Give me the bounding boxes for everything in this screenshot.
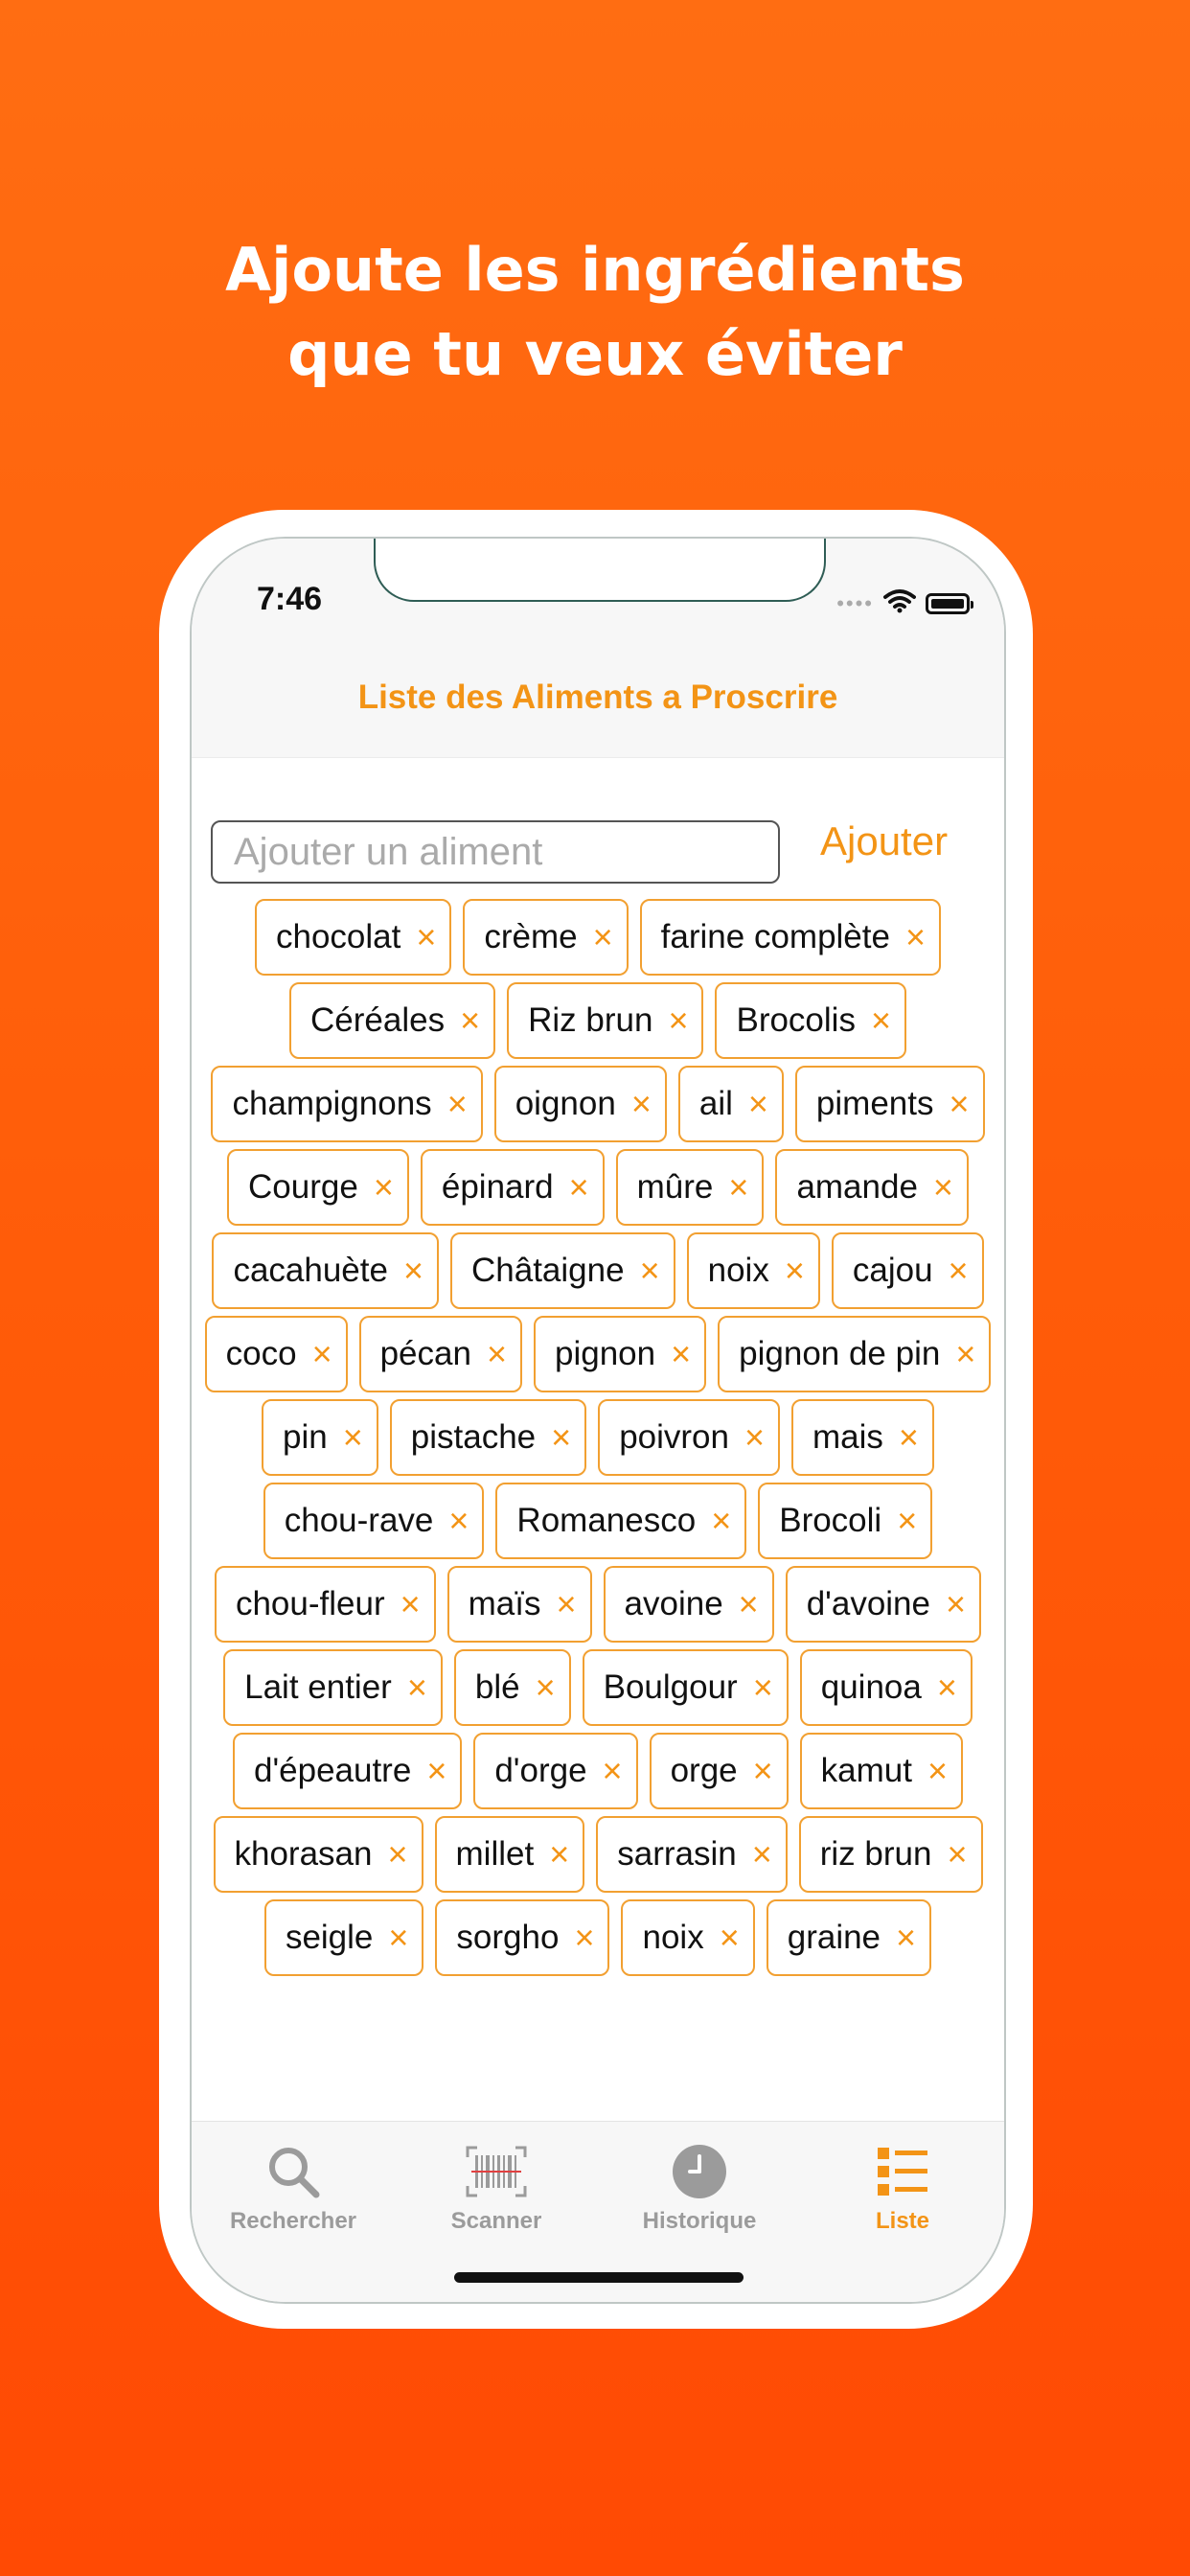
food-tag	[450, 1232, 675, 1309]
remove-tag-icon[interactable]: ×	[668, 1000, 689, 1040]
signal-icon: ••••	[836, 590, 874, 615]
barcode-icon	[395, 2141, 598, 2202]
remove-tag-icon[interactable]: ×	[671, 1334, 692, 1373]
food-tag-label: Lait entier	[244, 1668, 392, 1706]
food-tag	[583, 1649, 789, 1726]
food-tag	[596, 1816, 788, 1893]
food-tag-label: farine complète	[660, 918, 890, 955]
food-tag-label: blé	[474, 1668, 520, 1706]
food-tag	[435, 1899, 609, 1976]
food-tag	[211, 1066, 482, 1142]
remove-tag-icon[interactable]: ×	[342, 1417, 363, 1457]
food-tag-label: cajou	[852, 1252, 933, 1289]
remove-tag-icon[interactable]: ×	[949, 1084, 970, 1123]
food-tag	[390, 1399, 586, 1476]
food-tag	[775, 1149, 969, 1226]
food-tag-label: orge	[670, 1752, 738, 1789]
food-tag	[463, 899, 628, 976]
excluded-foods-list	[201, 899, 995, 2126]
food-tag-label: maïs	[468, 1585, 541, 1622]
food-tag	[800, 1733, 963, 1809]
food-tag	[255, 899, 451, 976]
food-tag	[616, 1149, 765, 1226]
food-tag-label: Romanesco	[516, 1502, 697, 1539]
wifi-icon	[883, 588, 916, 618]
remove-tag-icon[interactable]: ×	[448, 1501, 469, 1540]
nav-bar	[192, 625, 1004, 758]
home-indicator[interactable]	[454, 2272, 744, 2283]
tab-scanner[interactable]	[395, 2141, 598, 2235]
food-tag	[767, 1899, 931, 1976]
remove-tag-icon[interactable]: ×	[311, 1334, 332, 1373]
food-tag	[289, 982, 495, 1059]
status-icons	[836, 588, 970, 618]
tab-bar	[192, 2121, 1004, 2302]
food-tag-label: piments	[815, 1085, 934, 1122]
remove-tag-icon[interactable]: ×	[446, 1084, 468, 1123]
remove-tag-icon[interactable]: ×	[896, 1918, 917, 1957]
food-tag-label: seigle	[285, 1919, 374, 1956]
remove-tag-icon[interactable]: ×	[568, 1167, 589, 1207]
battery-icon	[926, 593, 970, 614]
food-tag-label: quinoa	[820, 1668, 922, 1706]
food-tag	[832, 1232, 984, 1309]
tab-label: Historique	[642, 2208, 757, 2234]
food-tag-label: amande	[796, 1168, 918, 1206]
tab-liste[interactable]	[801, 2141, 1004, 2235]
food-tag	[233, 1733, 462, 1809]
tab-label: Rechercher	[229, 2208, 357, 2234]
remove-tag-icon[interactable]: ×	[535, 1668, 556, 1707]
food-tag-label: pécan	[379, 1335, 471, 1372]
remove-tag-icon[interactable]: ×	[752, 1668, 773, 1707]
food-tag	[799, 1816, 983, 1893]
remove-tag-icon[interactable]: ×	[728, 1167, 749, 1207]
remove-tag-icon[interactable]: ×	[927, 1751, 949, 1790]
food-tag	[212, 1232, 439, 1309]
clock-icon	[598, 2141, 801, 2202]
food-tag-label: Boulgour	[603, 1668, 738, 1706]
food-tag	[640, 899, 941, 976]
remove-tag-icon[interactable]: ×	[556, 1584, 577, 1623]
food-tag-label: mais	[812, 1418, 883, 1456]
food-tag	[359, 1316, 522, 1392]
remove-tag-icon[interactable]: ×	[948, 1251, 969, 1290]
food-tag-label: mûre	[636, 1168, 714, 1206]
remove-tag-icon[interactable]: ×	[947, 1834, 968, 1874]
food-tag	[495, 1483, 746, 1559]
remove-tag-icon[interactable]: ×	[955, 1334, 976, 1373]
food-tag-label: champignons	[232, 1085, 432, 1122]
food-tag	[715, 982, 906, 1059]
tab-label: Liste	[875, 2208, 929, 2234]
food-tag-label: oignon	[515, 1085, 616, 1122]
remove-tag-icon[interactable]: ×	[388, 1918, 409, 1957]
remove-tag-icon[interactable]: ×	[898, 1417, 919, 1457]
remove-tag-icon[interactable]: ×	[406, 1668, 427, 1707]
food-tag	[214, 1816, 423, 1893]
food-tag	[227, 1149, 409, 1226]
remove-tag-icon[interactable]: ×	[486, 1334, 507, 1373]
food-tag	[687, 1232, 820, 1309]
food-tag	[786, 1566, 981, 1643]
food-tag	[262, 1399, 378, 1476]
food-tag	[264, 1899, 423, 1976]
food-tag-label: sarrasin	[617, 1835, 737, 1873]
tab-historique[interactable]	[598, 2141, 801, 2235]
remove-tag-icon[interactable]: ×	[574, 1918, 595, 1957]
remove-tag-icon[interactable]: ×	[747, 1084, 768, 1123]
food-tag	[454, 1649, 571, 1726]
remove-tag-icon[interactable]: ×	[752, 1751, 773, 1790]
remove-tag-icon[interactable]: ×	[932, 1167, 953, 1207]
remove-tag-icon[interactable]: ×	[870, 1000, 891, 1040]
food-tag-label: riz brun	[819, 1835, 932, 1873]
food-tag-label: Courge	[248, 1168, 358, 1206]
add-button[interactable]: Ajouter	[820, 818, 949, 863]
food-tag	[621, 1899, 754, 1976]
headline-line-2: que tu veux éviter	[287, 319, 903, 389]
food-tag-label: cacahuète	[233, 1252, 388, 1289]
add-food-input[interactable]	[211, 820, 780, 884]
remove-tag-icon[interactable]: ×	[400, 1584, 421, 1623]
remove-tag-icon[interactable]: ×	[751, 1834, 772, 1874]
food-tag	[718, 1316, 991, 1392]
food-tag-label: millet	[455, 1835, 535, 1873]
food-tag-label: Brocolis	[736, 1001, 856, 1039]
food-tag-label: crème	[484, 918, 578, 955]
food-tag	[435, 1816, 585, 1893]
food-tag	[604, 1566, 774, 1643]
food-tag	[795, 1066, 985, 1142]
remove-tag-icon[interactable]: ×	[897, 1501, 918, 1540]
remove-tag-icon[interactable]: ×	[744, 1417, 766, 1457]
remove-tag-icon[interactable]: ×	[784, 1251, 805, 1290]
remove-tag-icon[interactable]: ×	[373, 1167, 394, 1207]
food-tag	[507, 982, 703, 1059]
remove-tag-icon[interactable]: ×	[387, 1834, 408, 1874]
remove-tag-icon[interactable]: ×	[602, 1751, 623, 1790]
remove-tag-icon[interactable]: ×	[639, 1251, 660, 1290]
remove-tag-icon[interactable]: ×	[738, 1584, 759, 1623]
food-tag-label: pin	[283, 1418, 328, 1456]
food-tag-label: Céréales	[310, 1001, 446, 1039]
food-tag	[791, 1399, 934, 1476]
food-tag-label: d'épeautre	[253, 1752, 412, 1789]
food-tag	[447, 1566, 592, 1643]
food-tag-label: d'orge	[494, 1752, 587, 1789]
remove-tag-icon[interactable]: ×	[416, 917, 437, 956]
food-tag-label: kamut	[820, 1752, 912, 1789]
food-tag-label: poivron	[619, 1418, 729, 1456]
food-tag	[421, 1149, 605, 1226]
food-tag-label: Châtaigne	[471, 1252, 625, 1289]
phone-screen	[190, 537, 1006, 2304]
food-tag-label: pistache	[410, 1418, 537, 1456]
remove-tag-icon[interactable]: ×	[936, 1668, 957, 1707]
phone-frame	[159, 510, 1033, 2329]
food-tag-label: Brocoli	[779, 1502, 882, 1539]
food-tag-label: pignon de pin	[739, 1335, 941, 1372]
food-tag-label: avoine	[624, 1585, 723, 1622]
food-tag-label: Riz brun	[528, 1001, 653, 1039]
food-tag-label: chou-rave	[284, 1502, 434, 1539]
food-tag	[758, 1483, 932, 1559]
list-icon	[801, 2141, 1004, 2202]
remove-tag-icon[interactable]: ×	[551, 1417, 572, 1457]
remove-tag-icon[interactable]: ×	[630, 1084, 652, 1123]
food-tag-label: sorgho	[456, 1919, 560, 1956]
food-tag-label: khorasan	[234, 1835, 373, 1873]
remove-tag-icon[interactable]: ×	[711, 1501, 732, 1540]
food-tag	[650, 1733, 789, 1809]
food-tag-label: noix	[642, 1919, 704, 1956]
food-tag-label: chocolat	[275, 918, 401, 955]
food-tag-label: pignon	[555, 1335, 656, 1372]
search-icon	[192, 2141, 395, 2202]
food-tag	[678, 1066, 784, 1142]
page-title: Liste des Aliments a Proscrire	[357, 678, 838, 716]
remove-tag-icon[interactable]: ×	[402, 1251, 423, 1290]
status-time: 7:46	[257, 581, 323, 617]
food-tag	[494, 1066, 667, 1142]
headline	[0, 228, 1190, 397]
food-tag-label: d'avoine	[806, 1585, 930, 1622]
food-tag	[215, 1566, 436, 1643]
remove-tag-icon[interactable]: ×	[549, 1834, 570, 1874]
food-tag	[598, 1399, 780, 1476]
tab-label: Scanner	[450, 2208, 542, 2234]
remove-tag-icon[interactable]: ×	[719, 1918, 740, 1957]
food-tag	[263, 1483, 485, 1559]
food-tag-label: chou-fleur	[235, 1585, 385, 1622]
remove-tag-icon[interactable]: ×	[946, 1584, 967, 1623]
food-tag-label: ail	[698, 1085, 733, 1122]
headline-line-1: Ajoute les ingrédients	[225, 235, 965, 305]
food-tag	[800, 1649, 973, 1726]
food-tag	[223, 1649, 443, 1726]
food-tag	[473, 1733, 637, 1809]
tab-rechercher[interactable]	[192, 2141, 395, 2235]
food-tag-label: graine	[787, 1919, 881, 1956]
food-tag-label: coco	[225, 1335, 297, 1372]
remove-tag-icon[interactable]: ×	[592, 917, 613, 956]
remove-tag-icon[interactable]: ×	[460, 1000, 481, 1040]
remove-tag-icon[interactable]: ×	[904, 917, 926, 956]
food-tag	[534, 1316, 706, 1392]
food-tag-label: épinard	[441, 1168, 554, 1206]
remove-tag-icon[interactable]: ×	[426, 1751, 447, 1790]
notch	[374, 537, 826, 602]
food-tag	[205, 1316, 348, 1392]
food-tag-label: noix	[707, 1252, 769, 1289]
